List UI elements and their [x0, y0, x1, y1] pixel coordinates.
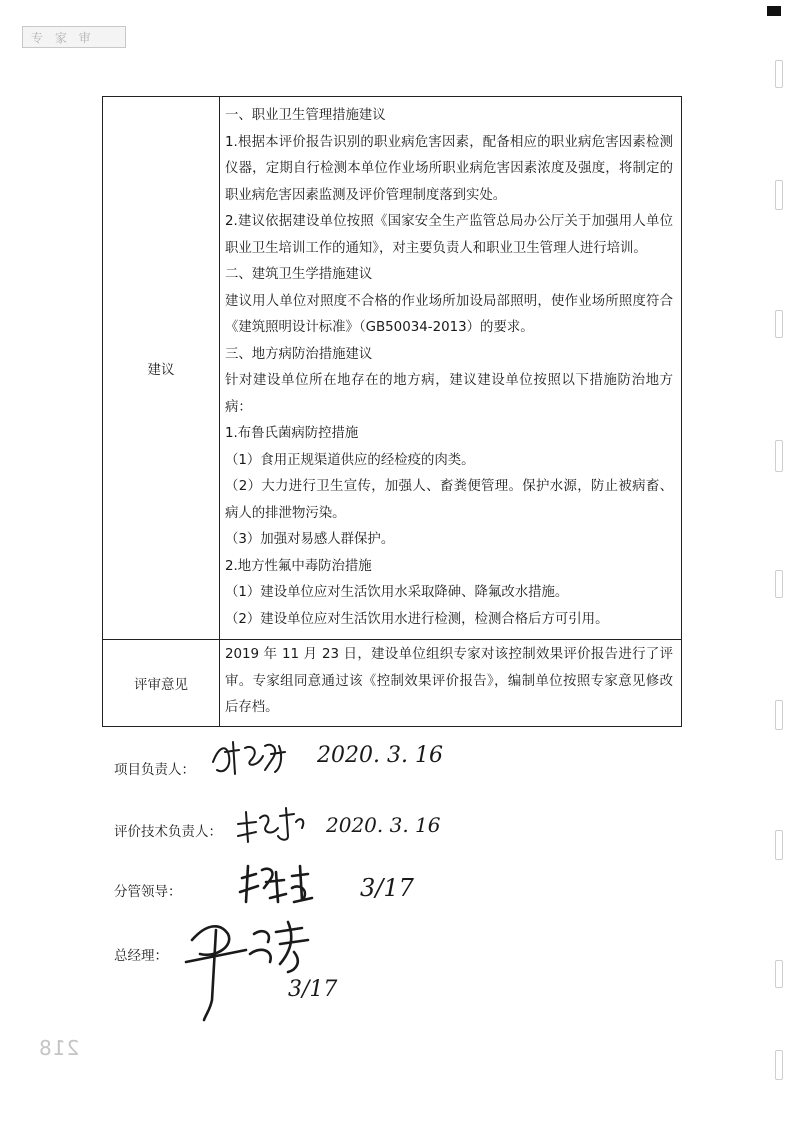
advice-fluorosis-1: （1）建设单位应对生活饮用水采取降砷、降氟改水措施。 [225, 585, 569, 600]
sig-label-tech-lead: 评价技术负责人： [114, 824, 222, 840]
date-general-manager: 3/17 [288, 977, 338, 1002]
review-content: 2019 年 11 月 23 日，建设单位组织专家对该控制效果评价报告进行了评审。专家组同意通过该《控制效果评价报告》，编制单位按照专家意见修改后存档。 [220, 640, 682, 727]
page-number: 218 [38, 1036, 80, 1060]
sig-label-project-lead: 项目负责人： [114, 762, 195, 778]
advice-item-2: 2.建议依据建设单位按照《国家安全生产监管总局办公厅关于加强用人单位职业卫生培训工作的通知》，对主要负责人和职业卫生管理人进行培训。 [225, 214, 673, 256]
evaluation-form-table [102, 96, 682, 727]
signature-project-lead [205, 734, 445, 784]
corner-mark [767, 6, 781, 16]
advice-heading-1: 一、职业卫生管理措施建议 [225, 108, 386, 123]
advice-row [103, 97, 682, 640]
sig-label-general-manager: 总经理： [114, 948, 168, 964]
advice-heading-2: 二、建筑卫生学措施建议 [225, 267, 373, 282]
advice-brucellosis-1: （1）食用正规渠道供应的经检疫的肉类。 [225, 452, 475, 468]
advice-fluorosis-title: 2.地方性氟中毒防治措施 [225, 558, 372, 574]
date-project-lead: 2020. 3. 16 [317, 743, 443, 768]
advice-brucellosis-title: 1.布鲁氏菌病防控措施 [225, 426, 359, 441]
signature-general-manager [176, 910, 376, 1036]
signature-supervisor [236, 858, 476, 914]
date-tech-lead: 2020. 3. 16 [326, 813, 441, 837]
header-stamp: 专 家 审 [22, 26, 126, 48]
advice-endemic-intro: 针对建设单位所在地存在的地方病，建议建设单位按照以下措施防治地方病： [225, 373, 673, 415]
advice-item-1: 1.根据本评价报告识别的职业病危害因素，配备相应的职业病危害因素检测仪器，定期自行检测本单位作业场所职业病危害因素浓度及强度，将制定的职业病危害因素监测及评价管理制度落到实处。 [225, 134, 673, 203]
binding-edge-marks [769, 60, 783, 1100]
date-supervisor: 3/17 [360, 874, 414, 902]
review-row [103, 640, 682, 727]
sig-label-supervisor: 分管领导： [114, 884, 182, 900]
advice-heading-3: 三、地方病防治措施建议 [225, 346, 373, 362]
advice-fluorosis-2: （2）建设单位应对生活饮用水进行检测，检测合格后方可引用。 [225, 611, 609, 627]
signature-tech-lead [234, 802, 474, 852]
advice-lighting: 建议用人单位对照度不合格的作业场所加设局部照明，使作业场所照度符合《建筑照明设计标准》（GB50034-2013）的要求。 [225, 293, 673, 335]
advice-brucellosis-3: （3）加强对易感人群保护。 [225, 532, 395, 547]
advice-brucellosis-2: （2）大力进行卫生宣传，加强人、畜粪便管理。保护水源，防止被病畜、病人的排泄物污染。 [225, 479, 673, 521]
advice-label: 建议 [103, 97, 220, 640]
review-label: 评审意见 [103, 640, 220, 727]
advice-content [220, 97, 682, 640]
